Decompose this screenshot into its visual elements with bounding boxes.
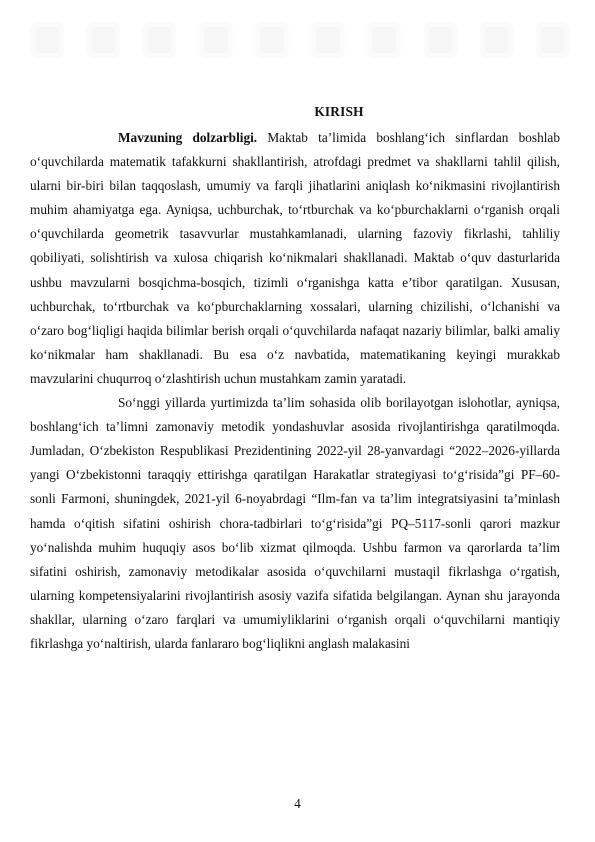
paragraph-text: So‘nggi yillarda yurtimizda ta’lim sohasida olib borilayotgan islohotlar, ayniqsa, boshlang‘ich ta’limni zamonaviy metodik yondashuvlar asosida rivojlantirishga qaratilmoqda. Jumladan, O‘zbekiston Respublikasi Prezidentining 2022-yil 28-yanvardagi “2022–2026-yillarda yangi O‘zbekistonni taraqqiy ettirishga qaratilgan Harakatlar strategiyasi to‘g‘risida”gi PF–60-sonli Farmoni, shuningdek, 2021-yil 6-noyabrdagi “Ilm-fan va ta’lim integratsiyasini ta’minlash hamda o‘qitish sifatini oshirish chora-tadbirlari to‘g‘risida”gi PQ–5117-sonli qarori mazkur yo‘nalishda muhim huquqiy asos bo‘lib xizmat qilmoqda. Ushbu farmon va qarorlarda ta’lim sifatini oshirish, zamonaviy metodikalar asosida o‘quvchilarni mustaqil fikrlashga o‘rgatish, ularning kompetensiyalarini rivojlantirish asosiy vazifa sifatida belgilangan. Aynan shu jarayonda shakllar, ularning o‘zaro farqlari va umumiyliklarini o‘rganish orqali o‘quvchilarni mantiqiy fikrlashga yo‘naltirish, ularda fanlararo bog‘liqlikni anglash malakasini: [30, 395, 560, 651]
paragraph-text: Maktab ta’limida boshlang‘ich sinflardan boshlab o‘quvchilarda matematik tafakkurni shakllantirish, atrofdagi predmet va shakllarni tahlil qilish, ularni bir-biri bilan taqqoslash, umumiy va farqli jihatlarini aniqlash ko‘nikmasini rivojlantirish muhim ahamiyatga ega. Ayniqsa, uchburchak, to‘rtburchak va ko‘pburchaklarni o‘rganish orqali o‘quvchilarda geometrik tasavvurlar mustahkamlanadi, ularning fazoviy fikrlashi, tahliliy qobiliyati, solishtirish va xulosa chiqarish ko‘nikmalari shakllanadi. Maktab o‘quv dasturlarida ushbu mavzularni bosqichma-bosqich, tizimli o‘rganishga katta e’tibor qaratilgan. Xususan, uchburchak, to‘rtburchak va ko‘pburchaklarning xossalari, ularning chizilishi, o‘lchanishi va o‘zaro bog‘liqligi haqida bilimlar berish orqali o‘quvchilarda nafaqat nazariy bilimlar, balki amaliy ko‘nikmalar ham shakllanadi. Bu esa o‘z navbatida, matematikaning keyingi murakkab mavzularini chuqurroq o‘zlashtirish uchun mustahkam zamin yaratadi.: [30, 130, 560, 386]
watermark: [30, 8, 570, 72]
watermark-glyph: [367, 22, 401, 58]
watermark-glyph: [30, 22, 64, 58]
page-number: 4: [294, 796, 301, 811]
watermark-glyph: [480, 22, 514, 58]
watermark-glyph: [536, 22, 570, 58]
watermark-glyph: [86, 22, 120, 58]
watermark-glyph: [255, 22, 289, 58]
paragraph-lead: Mavzuning dolzarbligi.: [118, 130, 258, 145]
watermark-glyph: [142, 22, 176, 58]
paragraph-reforms: [30, 391, 560, 656]
document-page: [30, 97, 560, 656]
watermark-glyph: [424, 22, 458, 58]
section-heading: KIRISH: [314, 104, 364, 119]
watermark-glyph: [199, 22, 233, 58]
watermark-glyph: [311, 22, 345, 58]
paragraph-relevance: [30, 126, 560, 391]
